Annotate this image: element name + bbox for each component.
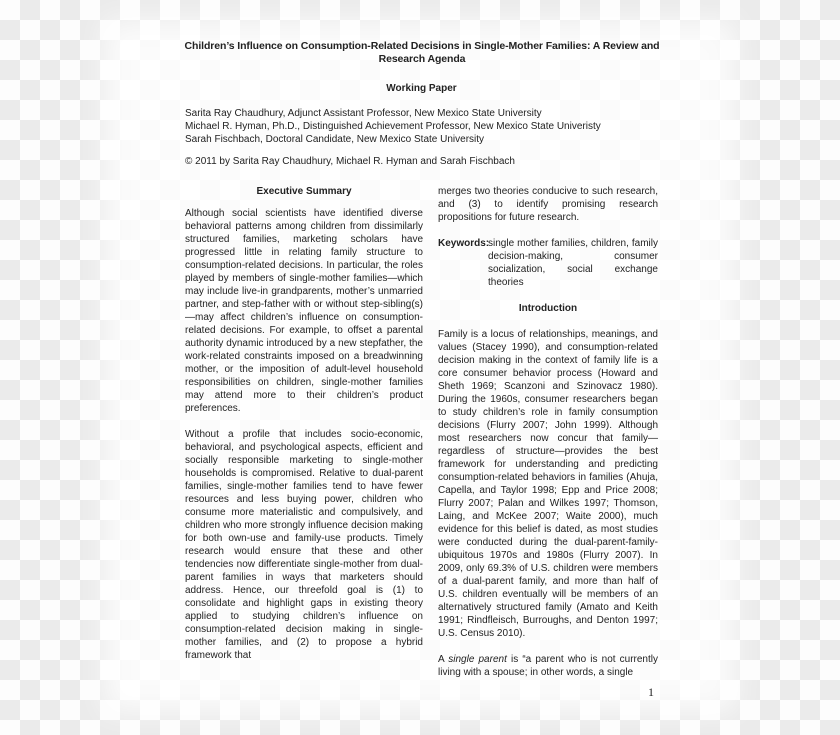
- copyright-line: © 2011 by Sarita Ray Chaudhury, Michael R. Hyman and Sarah Fischbach: [185, 156, 515, 167]
- executive-summary-heading: Executive Summary: [256, 186, 352, 197]
- paper-title: Children’s Influence on Consumption-Related Decisions in Single-Mother Families: A Review and Research Agenda: [184, 40, 660, 65]
- right-column: [438, 185, 658, 699]
- executive-summary-continuation: merges two theories conducive to such research, and (3) to identify promising research propositions for future research.: [438, 186, 658, 223]
- single-parent-italic-term: single parent: [448, 654, 507, 665]
- keywords-label: Keywords:: [438, 238, 490, 249]
- keywords-value: single mother families, children, family decision-making, consumer socialization, social exchange theories: [488, 238, 658, 288]
- author-line-1: Sarita Ray Chaudhury, Adjunct Assistant Professor, New Mexico State University: [185, 108, 542, 119]
- keywords-block: [438, 237, 658, 289]
- introduction-paragraph-2: [438, 653, 658, 679]
- paper-page: [185, 40, 658, 699]
- executive-summary-paragraph-1: Although social scientists have identified diverse behavioral patterns among children from dissimilarly structured families, marketing scholars have progressed little in relating family structure to consumption-related decisions. In particular, the roles played by members of single-mother families—which may include live-in grandparents, mother’s unmarried partner, and step-father with or without step-sibling(s)—may affect children’s influence on consumption-related decisions. For example, to offset a parental authority dynamic introduced by a new stepfather, the work-related constraints imposed on a breadwinning mother, or the imposition of adult-level household responsibilities on children, single-mother families may attend more to their children’s product preferences.: [185, 208, 423, 414]
- author-line-3: Sarah Fischbach, Doctoral Candidate, New Mexico State University: [185, 134, 485, 145]
- introduction-paragraph-1: Family is a locus of relationships, meanings, and values (Stacey 1990), and consumption-related decision making in the context of family life is a core consumer behavior process (Howard and Sheth 1969; Scanzoni and Szinovacz 1980). During the 1960s, consumer researchers began to study children’s role in family consumption decisions (Flurry 2007; John 1999). Although most researchers now concur that family—regardless of structure—provides the best framework for understanding and predicting consumption-related behaviors in families (Ahuja, Capella, and Taylor 1998; Epp and Price 2008; Flurry 2007; Palan and Wilkes 1997; Thomson, Laing, and McKee 2007; Waite 2000), much evidence for this belief is dated, as most studies were conducted during the dual-parent-family-ubiquitous 1970s and 1980s (Flurry 2007). In 2009, only 69.3% of U.S. children were members of a dual-parent family, and more than half of U.S. children eventually will be members of an alternatively structured family (Amato and Keith 1991; Rindfleisch, Burroughs, and Denton 1997; U.S. Census 2010).: [438, 329, 658, 639]
- working-paper-label: Working Paper: [386, 83, 457, 94]
- page-number: 1: [648, 685, 654, 699]
- paragraph-text: A: [438, 654, 449, 665]
- left-column: [185, 185, 423, 662]
- introduction-heading: Introduction: [518, 303, 578, 314]
- author-block: [185, 107, 658, 146]
- executive-summary-paragraph-2: Without a profile that includes socio-economic, behavioral, and psychological aspects, efficient and socially responsible marketing to single-mother households is compromised. Relative to dual-parent families, single-mother families tend to have fewer resources and less buying power, children who consume more materialistic and compulsively, and children who more strongly influence decision making for both own-use and family-use products. Timely research would ensure that these and other tendencies now differentiate single-mother from dual-parent families in ways that marketers should address. Hence, our threefold goal is (1) to consolidate and highlight gaps in existing theory applied to studying children’s influence on consumption-related decision making in single-mother families, and (2) to propose a hybrid framework that: [185, 429, 423, 661]
- paragraph-text: is “a parent who is not currently living with a spouse; in other words, a single: [438, 654, 658, 678]
- author-line-2: Michael R. Hyman, Ph.D., Distinguished Achievement Professor, New Mexico State Univeristy: [185, 121, 601, 132]
- two-column-body: [185, 185, 658, 699]
